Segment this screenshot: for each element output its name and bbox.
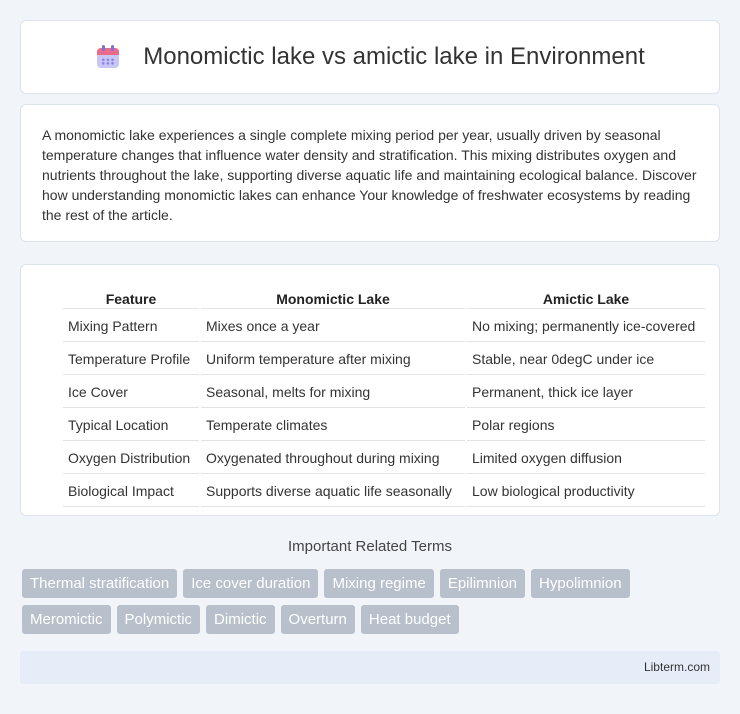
calendar-icon bbox=[95, 44, 121, 70]
tag-row bbox=[22, 605, 722, 634]
page-title: Monomictic lake vs amictic lake in Environment bbox=[143, 43, 645, 70]
tag-ice-cover-duration[interactable]: Ice cover duration bbox=[183, 569, 318, 598]
monomictic-cell: Mixes once a year bbox=[201, 311, 465, 342]
table-row bbox=[63, 344, 705, 375]
feature-cell: Biological Impact bbox=[63, 476, 199, 507]
tag-heat-budget[interactable]: Heat budget bbox=[361, 605, 459, 634]
feature-cell: Mixing Pattern bbox=[63, 311, 199, 342]
table-row bbox=[63, 377, 705, 408]
tag-dimictic[interactable]: Dimictic bbox=[206, 605, 275, 634]
footer bbox=[20, 651, 720, 684]
amictic-cell: Stable, near 0degC under ice bbox=[467, 344, 705, 375]
table-row bbox=[63, 443, 705, 474]
tag-polymictic[interactable]: Polymictic bbox=[117, 605, 201, 634]
amictic-cell: Limited oxygen diffusion bbox=[467, 443, 705, 474]
title-card bbox=[20, 20, 720, 94]
column-header: Amictic Lake bbox=[467, 287, 705, 309]
tag-meromictic[interactable]: Meromictic bbox=[22, 605, 111, 634]
feature-cell: Ice Cover bbox=[63, 377, 199, 408]
table-row bbox=[63, 311, 705, 342]
monomictic-cell: Temperate climates bbox=[201, 410, 465, 441]
feature-cell: Oxygen Distribution bbox=[63, 443, 199, 474]
table-row bbox=[63, 476, 705, 507]
monomictic-cell: Uniform temperature after mixing bbox=[201, 344, 465, 375]
feature-cell: Typical Location bbox=[63, 410, 199, 441]
footer-site-link[interactable]: Libterm.com bbox=[643, 660, 710, 674]
amictic-cell: No mixing; permanently ice-covered bbox=[467, 311, 705, 342]
tag-thermal-stratification[interactable]: Thermal stratification bbox=[22, 569, 177, 598]
table-header-row bbox=[63, 287, 705, 309]
tag-epilimnion[interactable]: Epilimnion bbox=[440, 569, 525, 598]
monomictic-cell: Supports diverse aquatic life seasonally bbox=[201, 476, 465, 507]
related-terms-heading: Important Related Terms bbox=[288, 538, 452, 555]
monomictic-cell: Oxygenated throughout during mixing bbox=[201, 443, 465, 474]
feature-cell: Temperature Profile bbox=[63, 344, 199, 375]
tag-hypolimnion[interactable]: Hypolimnion bbox=[531, 569, 630, 598]
amictic-cell: Low biological productivity bbox=[467, 476, 705, 507]
related-terms bbox=[22, 569, 722, 641]
table-row bbox=[63, 410, 705, 441]
comparison-card bbox=[20, 264, 720, 516]
column-header: Monomictic Lake bbox=[201, 287, 465, 309]
column-header: Feature bbox=[63, 287, 199, 309]
comparison-table bbox=[61, 285, 707, 509]
amictic-cell: Polar regions bbox=[467, 410, 705, 441]
amictic-cell: Permanent, thick ice layer bbox=[467, 377, 705, 408]
tag-row bbox=[22, 569, 722, 598]
tag-overturn[interactable]: Overturn bbox=[281, 605, 355, 634]
intro-card bbox=[20, 104, 720, 242]
monomictic-cell: Seasonal, melts for mixing bbox=[201, 377, 465, 408]
tag-mixing-regime[interactable]: Mixing regime bbox=[324, 569, 433, 598]
intro-paragraph: A monomictic lake experiences a single complete mixing period per year, usually driven by seasonal temperature changes that influence water density and stratification. This mixing distributes oxygen and nutrients throughout the lake, supporting diverse aquatic life and maintaining ecological balance. Discover how understanding monomictic lakes can enhance Your knowledge of freshwater ecosystems by reading the rest of the article. bbox=[42, 127, 697, 223]
